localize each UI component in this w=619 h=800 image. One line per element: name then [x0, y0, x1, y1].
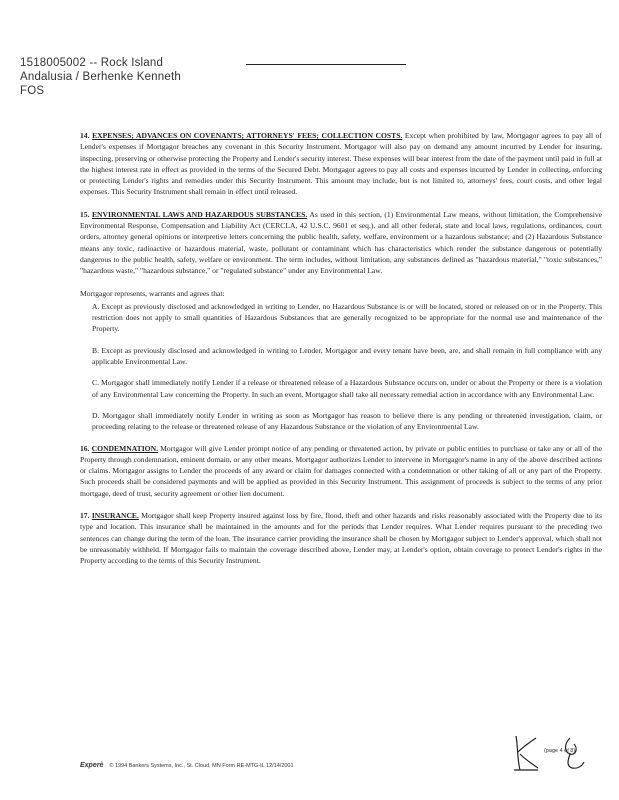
section-text: As used in this section, (1) Environmental Law means, without limitation, the Comprehensive Environmental Response, Compensation and Liability Act (CERCLA, 42 U.S.C. 9601 et seq.), and all other federal, state and local laws, regulations, ordinances, court orders, attorney general opinions or interpretive letters concerning the public health, safety, welfare, environment or a hazardous substance; and (2) Hazardous Substance means any toxic, radioactive or hazardous material, waste, pollutant or contaminant which has characteristics which render the substance dangerous or potentially dangerous to the public health, safety, welfare or environment. The term includes, without limitation, any substances defined as "hazardous material," "toxic substances," "hazardous waste," "hazardous substance," or "regulated substance" under any Environmental Law. [80, 209, 602, 276]
section-text: Mortgagor will give Lender prompt notice of any pending or threatened action, by private or public entities to purchase or take any or all of the Property through condemnation, eminent domain, or any other means. Mortgagor authorizes Lender to intervene in Mortgagor's name in any of the above described actions or claims. Mortgagor assigns to Lender the proceeds of any award or claim for damages connected with a condemnation or other taking of all or any part of the Property. Such proceeds shall be considered payments and will be applied as provided in this Security Instrument. This assignment of proceeds is subject to the terms of any prior mortgage, deed of trust, security agreement or other lien document. [80, 443, 602, 498]
section-title: EXPENSES; ADVANCES ON COVENANTS; ATTORNEYS' FEES; COLLECTION COSTS. [92, 131, 403, 140]
section-text: Mortgagor shall keep Property insured against loss by fire, flood, theft and other hazards and risks reasonably associated with the Property due to its type and location. This insurance shall be maintained in the amounts and for the periods that Lender requires. What Lender requires pursuant to the preceding two sentences can change during the term of the loan. The insurance carrier providing the insurance shall be chosen by Mortgagor subject to Lender's approval, which shall not be unreasonably withheld. If Mortgagor fails to maintain the coverage described above, Lender may, at Lender's option, obtain coverage to protect Lender's rights in the Property according to the terms of this Security Instrument. [80, 511, 602, 566]
footer-text: © 1994 Bankers Systems, Inc., St. Cloud, MN Form RE-MTG-IL 12/14/2001 [109, 763, 294, 769]
section-number: 15. [80, 209, 90, 219]
section-15 [80, 209, 602, 277]
env-item-a: A. Except as previously disclosed and acknowledged in writing to Lender, no Hazardous Substance is or will be located, stored or released on or in the Property. This restriction does not apply to small quantities of Hazardous Substances that are generally recognized to be appropriate for the normal use and maintenance of the Property. [92, 301, 602, 334]
section-16 [80, 443, 602, 499]
footer-brand: Experè [80, 762, 104, 769]
document-stamp [20, 56, 181, 98]
document-body [80, 130, 602, 578]
section-title: ENVIRONMENTAL LAWS AND HAZARDOUS SUBSTANCES. [91, 209, 308, 219]
section-number: 16. [80, 443, 90, 453]
env-intro: Mortgagor represents, warrants and agrees that: [80, 288, 225, 298]
page-number: (page 4 of 8) [544, 748, 576, 754]
section-number: 17. [80, 511, 90, 521]
env-item-b: B. Except as previously disclosed and acknowledged in writing to Lender, Mortgagor and every tenant have been, are, and shall remain in full compliance with any applicable Environmental Law. [92, 345, 602, 367]
stamp-line-2: Andalusia / Berhenke Kenneth [20, 71, 181, 83]
section-number: 14. [80, 131, 90, 140]
stamp-line-3: FOS [20, 85, 45, 97]
section-title: CONDEMNATION. [91, 443, 158, 453]
section-title: INSURANCE. [91, 511, 139, 521]
env-item-d: D. Mortgagor shall immediately notify Lender in writing as soon as Mortgagor has reason to believe there is any pending or threatened investigation, claim, or proceeding relating to the release or threatened release of any Hazardous Substance or the violation of any Environmental Law. [92, 410, 602, 432]
stamp-line-1: 1518005002 -- Rock Island [20, 57, 164, 69]
section-14 [80, 130, 602, 198]
section-text: Except when prohibited by law, Mortgagor agrees to pay all of Lender's expenses if Mortgagor breaches any covenant in this Security Instrument. Mortgagor will also pay on demand any amount incurred by Lender for insuring, inspecting, preserving or otherwise protecting the Property and Lender's security interest. These expenses will bear interest from the date of the payment until paid in full at the highest interest rate in effect as provided in the terms of the Secured Debt. Mortgagor agrees to pay all costs and expenses incurred by Lender in collecting, enforcing or protecting Lender's rights and remedies under this Security Instrument. This amount may include, but is not limited to, attorneys' fees, court costs, and other legal expenses. This Security Instrument shall remain in effect until released. [80, 131, 603, 197]
form-footer [80, 762, 410, 769]
header-rule [246, 64, 406, 65]
section-17 [80, 510, 602, 566]
env-item-c: C. Mortgagor shall immediately notify Lender if a release or threatened release of a Hazardous Substance occurs on, under or about the Property or there is a violation of any Environmental Law concerning the Property. In such an event, Mortgagor shall take all necessary remedial action in accordance with any Environmental Law. [92, 378, 602, 399]
